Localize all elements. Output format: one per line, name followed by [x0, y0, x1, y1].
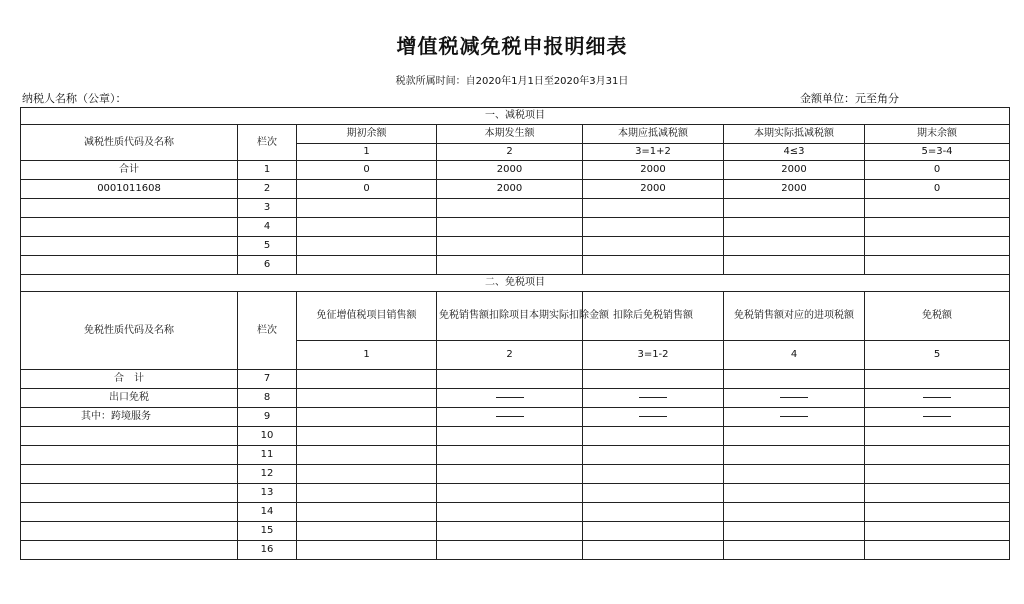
section1-col-number: 4≤3 — [724, 144, 865, 161]
not-applicable-dash — [923, 416, 951, 417]
section2-col-number: 2 — [437, 341, 583, 370]
section2-item-header: 免税性质代码及名称 — [21, 292, 238, 370]
amount-cell[interactable] — [724, 503, 865, 522]
amount-cell[interactable] — [437, 541, 583, 560]
amount-cell[interactable] — [583, 446, 724, 465]
amount-cell[interactable]: 2000 — [437, 180, 583, 199]
section2-header-row — [21, 292, 1010, 341]
section1-header-row — [21, 125, 1010, 144]
not-applicable-dash — [639, 397, 667, 398]
amount-cell[interactable] — [437, 503, 583, 522]
row-item-name — [21, 218, 238, 237]
amount-cell[interactable] — [583, 408, 724, 427]
row-item-name — [21, 427, 238, 446]
amount-cell[interactable] — [437, 199, 583, 218]
amount-cell[interactable] — [724, 370, 865, 389]
row-line-number: 10 — [238, 427, 297, 446]
amount-cell[interactable] — [865, 465, 1010, 484]
amount-cell[interactable] — [865, 408, 1010, 427]
table-row — [21, 180, 1010, 199]
amount-cell[interactable] — [297, 522, 437, 541]
row-item-name — [21, 522, 238, 541]
amount-cell[interactable] — [583, 465, 724, 484]
amount-cell[interactable] — [297, 408, 437, 427]
row-item-name — [21, 465, 238, 484]
amount-cell[interactable] — [865, 522, 1010, 541]
taxpayer-name-label: 纳税人名称（公章）： — [22, 92, 127, 105]
amount-cell[interactable] — [865, 256, 1010, 275]
amount-cell[interactable] — [297, 218, 437, 237]
amount-cell[interactable] — [724, 484, 865, 503]
section2-col-header: 免征增值税项目销售额 — [297, 292, 437, 341]
amount-cell[interactable] — [865, 237, 1010, 256]
amount-cell[interactable] — [865, 503, 1010, 522]
table-row — [21, 256, 1010, 275]
amount-cell[interactable]: 2000 — [583, 180, 724, 199]
amount-cell[interactable] — [297, 389, 437, 408]
amount-cell[interactable] — [724, 427, 865, 446]
row-item-name — [21, 199, 238, 218]
section1-col-header: 本期发生额 — [437, 125, 583, 144]
row-item-name: 其中：跨境服务 — [21, 408, 238, 427]
section1-col-number: 1 — [297, 144, 437, 161]
amount-cell[interactable]: 0 — [297, 180, 437, 199]
table-row — [21, 199, 1010, 218]
table-row — [21, 484, 1010, 503]
amount-cell[interactable] — [297, 237, 437, 256]
amount-cell[interactable] — [865, 484, 1010, 503]
row-item-name — [21, 256, 238, 275]
row-line-number: 4 — [238, 218, 297, 237]
amount-cell[interactable]: 0 — [865, 161, 1010, 180]
amount-cell[interactable] — [724, 408, 865, 427]
section1-col-number: 5=3-4 — [865, 144, 1010, 161]
row-item-name — [21, 503, 238, 522]
amount-cell[interactable] — [865, 446, 1010, 465]
section2-col-number: 4 — [724, 341, 865, 370]
section1-col-header: 本期应抵减税额 — [583, 125, 724, 144]
row-line-number: 5 — [238, 237, 297, 256]
page-title: 增值税减免税申报明细表 — [396, 34, 628, 58]
row-line-number: 7 — [238, 370, 297, 389]
amount-cell[interactable] — [724, 522, 865, 541]
section2-col-header: 扣除后免税销售额 — [583, 292, 724, 341]
amount-cell[interactable] — [583, 256, 724, 275]
row-item-name — [21, 541, 238, 560]
table-row — [21, 503, 1010, 522]
amount-cell[interactable] — [724, 237, 865, 256]
amount-cell[interactable] — [865, 427, 1010, 446]
amount-cell[interactable] — [865, 218, 1010, 237]
row-line-number: 8 — [238, 389, 297, 408]
amount-cell[interactable] — [583, 484, 724, 503]
section2-col-number: 1 — [297, 341, 437, 370]
amount-cell[interactable] — [297, 465, 437, 484]
not-applicable-dash — [923, 397, 951, 398]
amount-cell[interactable] — [437, 465, 583, 484]
amount-cell[interactable] — [583, 541, 724, 560]
section2-col-header: 免税额 — [865, 292, 1010, 341]
row-item-name: 出口免税 — [21, 389, 238, 408]
section1-title: 一、减税项目 — [21, 108, 1010, 125]
row-line-number: 6 — [238, 256, 297, 275]
amount-cell[interactable] — [724, 541, 865, 560]
amount-cell[interactable]: 2000 — [583, 161, 724, 180]
amount-cell[interactable] — [437, 484, 583, 503]
table-row — [21, 218, 1010, 237]
amount-cell[interactable] — [583, 237, 724, 256]
amount-cell[interactable] — [583, 370, 724, 389]
not-applicable-dash — [496, 397, 524, 398]
row-line-number: 13 — [238, 484, 297, 503]
section2-line-header: 栏次 — [238, 292, 297, 370]
row-line-number: 12 — [238, 465, 297, 484]
amount-cell[interactable] — [724, 199, 865, 218]
row-item-name: 合计 — [21, 161, 238, 180]
row-item-name: 合 计 — [21, 370, 238, 389]
table-row — [21, 427, 1010, 446]
row-line-number: 15 — [238, 522, 297, 541]
amount-cell[interactable] — [437, 446, 583, 465]
amount-cell[interactable] — [583, 199, 724, 218]
section1-col-header: 本期实际抵减税额 — [724, 125, 865, 144]
amount-cell[interactable] — [865, 370, 1010, 389]
row-item-name — [21, 484, 238, 503]
amount-cell[interactable] — [437, 427, 583, 446]
row-item-name — [21, 446, 238, 465]
table-row — [21, 541, 1010, 560]
amount-cell[interactable]: 2000 — [437, 161, 583, 180]
amount-cell[interactable] — [724, 218, 865, 237]
section1-item-header: 减税性质代码及名称 — [21, 125, 238, 161]
table-row — [21, 237, 1010, 256]
amount-cell[interactable] — [724, 389, 865, 408]
row-item-name: 0001011608 — [21, 180, 238, 199]
not-applicable-dash — [639, 416, 667, 417]
amount-cell[interactable] — [583, 427, 724, 446]
not-applicable-dash — [780, 397, 808, 398]
amount-cell[interactable] — [437, 256, 583, 275]
amount-cell[interactable] — [583, 503, 724, 522]
table-row — [21, 408, 1010, 427]
section2-col-header: 免税销售额扣除项目本期实际扣除金额 — [437, 292, 583, 341]
row-item-name — [21, 237, 238, 256]
amount-cell[interactable]: 2000 — [724, 180, 865, 199]
amount-cell[interactable]: 0 — [865, 180, 1010, 199]
section2-col-header: 免税销售额对应的进项税额 — [724, 292, 865, 341]
amount-cell[interactable] — [583, 218, 724, 237]
table-row — [21, 465, 1010, 484]
row-line-number: 2 — [238, 180, 297, 199]
amount-cell[interactable] — [437, 389, 583, 408]
amount-cell[interactable] — [437, 370, 583, 389]
not-applicable-dash — [780, 416, 808, 417]
amount-cell[interactable] — [297, 503, 437, 522]
section1-title-row — [21, 108, 1010, 125]
amount-cell[interactable] — [865, 389, 1010, 408]
amount-cell[interactable] — [297, 427, 437, 446]
not-applicable-dash — [496, 416, 524, 417]
section1-col-header: 期初余额 — [297, 125, 437, 144]
amount-cell[interactable] — [724, 256, 865, 275]
amount-cell[interactable] — [865, 199, 1010, 218]
amount-cell[interactable] — [297, 256, 437, 275]
amount-cell[interactable] — [583, 389, 724, 408]
amount-cell[interactable] — [865, 541, 1010, 560]
table-row — [21, 522, 1010, 541]
tax-relief-table — [20, 107, 1010, 560]
table-row — [21, 161, 1010, 180]
section2-title: 二、免税项目 — [21, 275, 1010, 292]
row-line-number: 16 — [238, 541, 297, 560]
amount-unit-label: 金额单位：元至角分 — [800, 92, 899, 105]
section2-title-row — [21, 275, 1010, 292]
section1-col-number: 3=1+2 — [583, 144, 724, 161]
amount-cell[interactable] — [297, 541, 437, 560]
row-line-number: 9 — [238, 408, 297, 427]
amount-cell[interactable] — [724, 446, 865, 465]
section1-col-number: 2 — [437, 144, 583, 161]
table-row — [21, 389, 1010, 408]
section2-col-number: 5 — [865, 341, 1010, 370]
amount-cell[interactable]: 0 — [297, 161, 437, 180]
section1-line-header: 栏次 — [238, 125, 297, 161]
amount-cell[interactable] — [437, 408, 583, 427]
row-line-number: 11 — [238, 446, 297, 465]
amount-cell[interactable] — [297, 370, 437, 389]
amount-cell[interactable] — [583, 522, 724, 541]
tax-period: 税款所属时间：自2020年1月1日至2020年3月31日 — [395, 76, 629, 87]
row-line-number: 14 — [238, 503, 297, 522]
amount-cell[interactable] — [297, 484, 437, 503]
section2-col-number: 3=1-2 — [583, 341, 724, 370]
table-row — [21, 446, 1010, 465]
amount-cell[interactable] — [437, 237, 583, 256]
row-line-number: 1 — [238, 161, 297, 180]
amount-cell[interactable] — [724, 465, 865, 484]
amount-cell[interactable]: 2000 — [724, 161, 865, 180]
amount-cell[interactable] — [297, 199, 437, 218]
amount-cell[interactable] — [297, 446, 437, 465]
section1-col-header: 期末余额 — [865, 125, 1010, 144]
row-line-number: 3 — [238, 199, 297, 218]
table-row — [21, 370, 1010, 389]
amount-cell[interactable] — [437, 522, 583, 541]
amount-cell[interactable] — [437, 218, 583, 237]
